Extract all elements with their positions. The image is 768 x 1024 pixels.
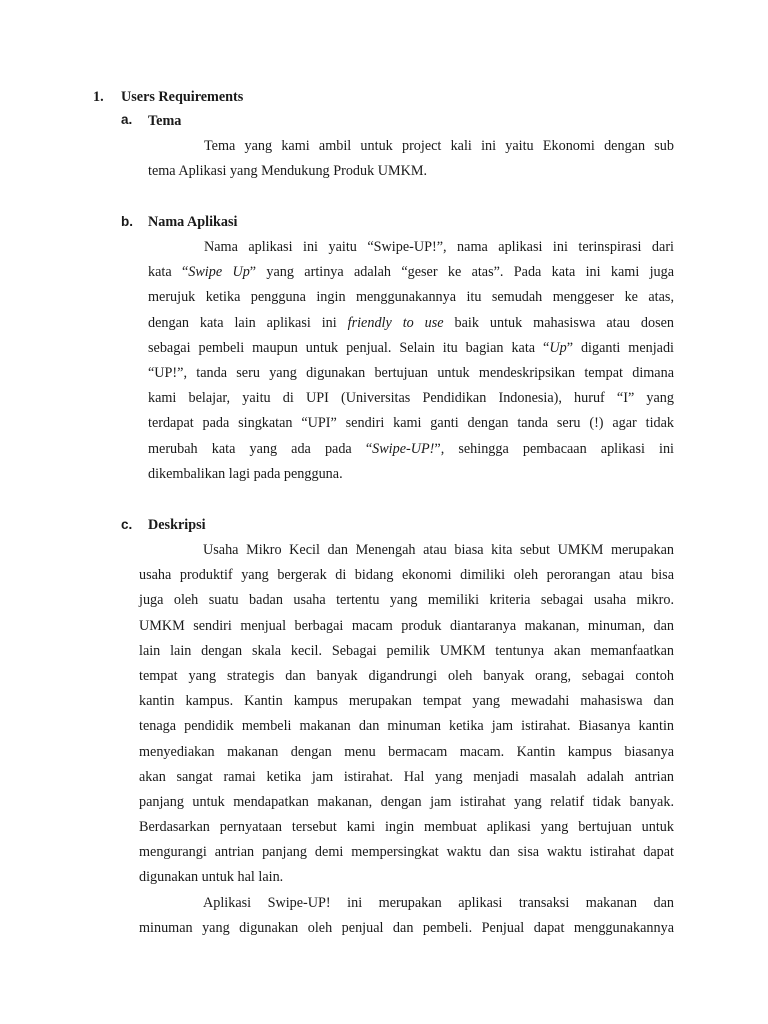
paragraph-line: akan sangat ramai ketika jam istirahat. Hal yang menjadi masalah adalah antrian xyxy=(139,768,674,785)
paragraph-line: kami belajar, yaitu di UPI (Universitas Pendidikan Indonesia), huruf “I” yang xyxy=(148,390,674,407)
paragraph-line: terdapat pada singkatan “UPI” sendiri kami ganti dengan tanda seru (!) agar tidak xyxy=(148,415,674,432)
paragraph-line: usaha produktif yang bergerak di bidang ekonomi dimiliki oleh perorangan atau bisa xyxy=(139,567,674,584)
italic-term: Up xyxy=(549,339,567,356)
paragraph-line: sebagai pembeli maupun untuk penjual. Selain itu bagian kata “Up” diganti menjadi xyxy=(148,339,674,356)
paragraph-line: juga oleh suatu badan usaha tertentu yang memiliki kriteria sebagai usaha mikro. xyxy=(139,592,674,609)
paragraph-line: Tema yang kami ambil untuk project kali ini yaitu Ekonomi dengan sub xyxy=(204,138,674,154)
paragraph-line: mengurangi antrian panjang demi mempersingkat waktu dan sisa waktu istirahat dapat xyxy=(139,844,674,861)
paragraph-line: tenaga pendidik membeli makanan dan minuman ketika jam istirahat. Biasanya kantin xyxy=(139,718,674,735)
italic-term: friendly to use xyxy=(347,314,444,331)
paragraph-line: merubah kata yang ada pada “Swipe-UP!”, sehingga pembacaan aplikasi ini xyxy=(148,440,674,457)
tema-paragraph xyxy=(148,134,674,184)
deskripsi-paragraph xyxy=(139,538,674,941)
paragraph-line: menyediakan makanan dengan menu bermacam macam. Kantin kampus biasanya xyxy=(139,743,674,760)
paragraph-line: tema Aplikasi yang Mendukung Produk UMKM. xyxy=(148,163,428,180)
section-title: Users Requirements xyxy=(121,89,244,105)
nama-aplikasi-paragraph xyxy=(148,235,674,487)
subsection-letter-c: c. xyxy=(121,517,133,532)
paragraph-line: UMKM sendiri menjual berbagai macam produk diantaranya makanan, minuman, dan xyxy=(139,617,674,634)
subsection-title-tema: Tema xyxy=(148,113,182,129)
italic-term: Swipe-UP! xyxy=(372,440,435,457)
subsection-title-nama-aplikasi: Nama Aplikasi xyxy=(148,214,238,230)
paragraph-line: Nama aplikasi ini yaitu “Swipe-UP!”, nama aplikasi ini terinspirasi dari xyxy=(204,239,674,255)
paragraph-line: panjang untuk mendapatkan makanan, dengan jam istirahat yang relatif tidak banyak. xyxy=(139,793,674,810)
paragraph-line: Aplikasi Swipe-UP! ini merupakan aplikasi transaksi makanan dan xyxy=(203,894,674,911)
paragraph-line: Berdasarkan pernyataan tersebut kami ingin membuat aplikasi yang bertujuan untuk xyxy=(139,819,674,836)
paragraph-line: lain lain dengan skala kecil. Sebagai pemilik UMKM tentunya akan memanfaatkan xyxy=(139,642,674,659)
paragraph-line: kantin kampus. Kantin kampus merupakan tempat yang mewadahi mahasiswa dan xyxy=(139,693,674,710)
section-number: 1. xyxy=(93,89,104,105)
paragraph-line: Usaha Mikro Kecil dan Menengah atau biasa kita sebut UMKM merupakan xyxy=(203,542,674,558)
paragraph-line: tempat yang strategis dan banyak digandrungi oleh banyak orang, sebagai contoh xyxy=(139,667,674,684)
paragraph-line: merujuk ketika pengguna ingin menggunakannya itu semudah menggeser ke atas, xyxy=(148,289,674,306)
paragraph-line: dikembalikan lagi pada pengguna. xyxy=(148,465,343,482)
subsection-letter-a: a. xyxy=(121,112,133,127)
paragraph-line: minuman yang digunakan oleh penjual dan pembeli. Penjual dapat menggunakannya xyxy=(139,919,674,936)
paragraph-line: digunakan untuk hal lain. xyxy=(139,869,284,886)
paragraph-line: kata “Swipe Up” yang artinya adalah “geser ke atas”. Pada kata ini kami juga xyxy=(148,264,674,281)
paragraph-line: dengan kata lain aplikasi ini friendly to use baik untuk mahasiswa atau dosen xyxy=(148,314,675,331)
subsection-title-deskripsi: Deskripsi xyxy=(148,517,206,533)
subsection-letter-b: b. xyxy=(121,214,133,229)
paragraph-line: “UP!”, tanda seru yang digunakan bertujuan untuk mendeskripsikan tempat dimana xyxy=(148,364,674,381)
italic-term: Swipe Up xyxy=(188,264,250,281)
